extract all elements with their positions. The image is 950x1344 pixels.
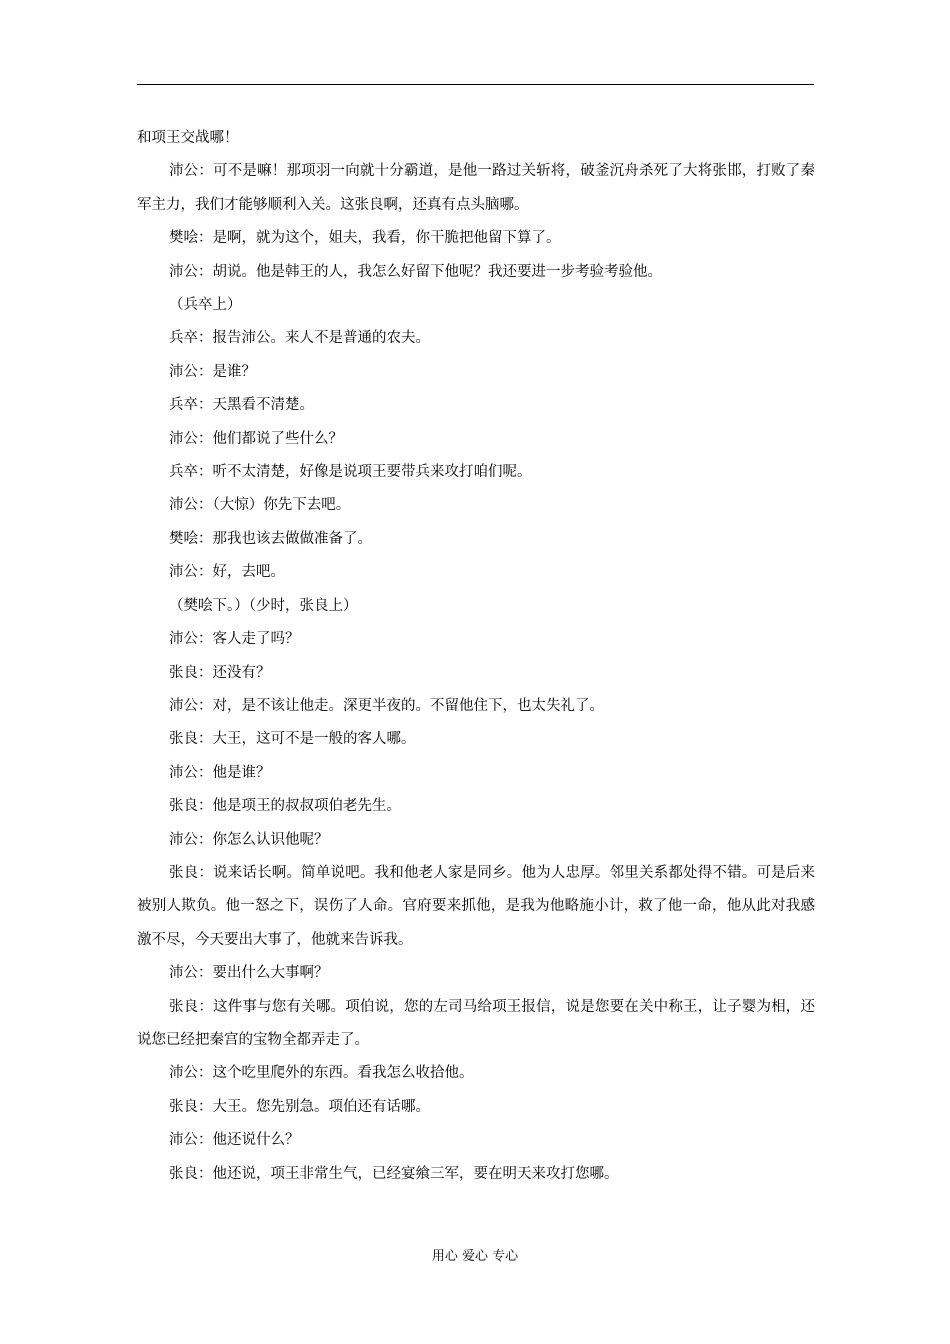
paragraph: 沛公：（大惊）你先下去吧。 [169, 497, 351, 514]
paragraph: 沛公：是谁？ [169, 363, 256, 380]
paragraph: 张良：这件事与您有关哪。项伯说，您的左司马给项王报信，说是您要在关中称王，让子婴为相，还说您已经把秦宫的宝物全都弄走了。 [137, 998, 815, 1048]
paragraph: 张良：他还说，项王非常生气，已经宴飨三军，要在明天来攻打您哪。 [169, 1165, 619, 1182]
document-body [137, 122, 815, 1191]
paragraph: 沛公：可不是嘛！那项羽一向就十分霸道，是他一路过关斩将，破釜沉舟杀死了大将张邯，打败了秦军主力，我们才能够顺利入关。这张良啊，还真有点头脑哪。 [137, 163, 815, 213]
paragraph: 张良：说来话长啊。简单说吧。我和他老人家是同乡。他为人忠厚。邻里关系都处得不错。可是后来被别人欺负。他一怒之下，误伤了人命。官府要来抓他，是我为他略施小计，救了他一命，他从此对我感激不尽，今天要出大事了，他就来告诉我。 [137, 864, 815, 948]
paragraph: 沛公：胡说。他是韩王的人，我怎么好留下他呢？我还要进一步考验考验他。 [169, 263, 662, 280]
paragraph: 沛公：他们都说了些什么？ [169, 430, 343, 447]
paragraph: 张良：还没有？ [169, 664, 271, 681]
paragraph: 张良：他是项王的叔叔项伯老先生。 [169, 798, 401, 815]
paragraph: 沛公：要出什么大事啊？ [169, 965, 329, 982]
paragraph: 沛公：这个吃里爬外的东西。看我怎么收拾他。 [169, 1065, 474, 1082]
paragraph: 沛公：你怎么认识他呢？ [169, 831, 329, 848]
paragraph: 兵卒：报告沛公。来人不是普通的农夫。 [169, 330, 430, 347]
paragraph: （樊哙下。）（少时，张良上） [169, 597, 358, 614]
paragraph: 樊哙：那我也该去做做准备了。 [169, 530, 372, 547]
paragraph: 兵卒：天黑看不清楚。 [169, 397, 314, 414]
paragraph: （兵卒上） [169, 297, 242, 314]
paragraph: 张良：大王，这可不是一般的客人哪。 [169, 731, 416, 748]
header-rule [137, 84, 814, 85]
paragraph: 沛公：他还说什么？ [169, 1132, 300, 1149]
paragraph: 沛公：他是谁？ [169, 764, 271, 781]
paragraph: 沛公：客人走了吗？ [169, 631, 300, 648]
paragraph: 沛公：好，去吧。 [169, 564, 285, 581]
page-footer: 用心 爱心 专心 [431, 1249, 519, 1264]
paragraph: 樊哙：是啊，就为这个，姐夫，我看，你干脆把他留下算了。 [169, 230, 561, 247]
paragraph: 和项王交战哪！ [137, 130, 239, 146]
paragraph: 沛公：对，是不该让他走。深更半夜的。不留他住下，也太失礼了。 [169, 697, 604, 714]
paragraph: 张良：大王。您先别急。项伯还有话哪。 [169, 1098, 430, 1115]
paragraph: 兵卒：听不太清楚，好像是说项王要带兵来攻打咱们呢。 [169, 464, 532, 481]
